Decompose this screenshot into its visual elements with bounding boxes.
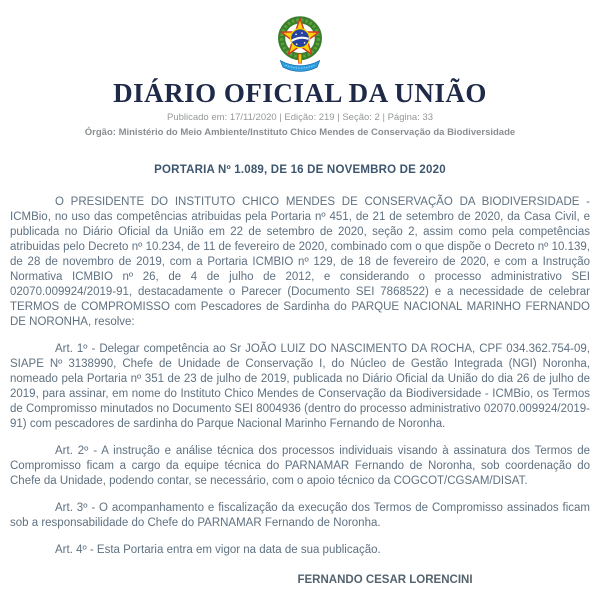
emblem-sword [298, 54, 301, 63]
signature-name: FERNANDO CESAR LORENCINI [297, 574, 473, 586]
preamble-paragraph: O PRESIDENTE DO INSTITUTO CHICO MENDES DE CONSERVAÇÃO DA BIODIVERSIDADE - ICMBio, no uso das competências atribuidas pela Portaria nº 451, de 21 de setembro de 2020, da Casa Civil, e publicada no Diário Oficial da União em 22 de setembro de 2020, seção 2, assim como pela competências atribuidas pelo Decreto nº 10.234, de 11 de fevereiro de 2020, combinado com o que dispõe o Decreto nº 10.139, de 28 de novembro de 2019, com a Portaria ICMBIO nº 129, de 18 de fevereiro de 2020, e com a Instrução Normativa ICMBIO nº 26, de 4 de julho de 2012, e considerando o processo administrativo SEI 02070.009924/2019-91, destacadamente o Parecer (Documento SEI 7868522) e a necessidade de celebrar TERMOS de COMPROMISSO com Pescadores de Sardinha do PARQUE NACIONAL MARINHO FERNANDO DE NORONHA, resolve: [10, 196, 590, 328]
article-1-paragraph: Art. 1º - Delegar competência ao Sr JOÃO LUIZ DO NASCIMENTO DA ROCHA, CPF 034.362.754-09, SIAPE Nº 3138990, Chefe de Unidade de Conservação I, do Núcleo de Gestão Integrada (NGI) Noronha, nomeado pela Portaria nº 351 de 23 de julho de 2019, publicada no Diário Oficial da União do dia 26 de julho de 2019, para assinar, em nome do Instituto Chico Mendes de Conservação da Biodiversidade - ICMBio, os Termos de Compromisso minutados no Documento SEI 8004936 (dentro do processo administrativo 02070.009924/2019-91) com pescadores de sardinha do Parque Nacional Marinho Fernando de Noronha. [10, 343, 590, 430]
brazil-coat-of-arms-icon [267, 12, 333, 75]
publication-meta: Publicado em: 17/11/2020 | Edição: 219 | Seção: 2 | Página: 33 [166, 112, 434, 123]
article-4-paragraph: Art. 4º - Esta Portaria entra em vigor na data de sua publicação. [55, 544, 381, 556]
emblem-globe [290, 29, 309, 48]
gazette-title: DIÁRIO OFICIAL DA UNIÃO [113, 78, 487, 108]
organ-line: Órgão: Ministério do Meio Ambiente/Instituto Chico Mendes de Conservação da Biodiversidade [84, 127, 516, 138]
article-2-paragraph: Art. 2º - A instrução e análise técnica dos processos individuais visando à assinatura dos Termos de Compromisso ficam a cargo da equipe técnica do PARNAMAR Fernando de Noronha, sob coordenação do Chefe da Unidade, podendo contar, se necessário, com o apoio técnico da COGCOT/CGSAM/DISAT. [10, 445, 590, 487]
ordinance-body [10, 195, 590, 558]
article-3-paragraph: Art. 3º - O acompanhamento e fiscalização da execução dos Termos de Compromisso assinados ficam sob a responsabilidade do Chefe do PARNAMAR Fernando de Noronha. [10, 502, 590, 529]
ordinance-title: PORTARIA Nº 1.089, DE 16 DE NOVEMBRO DE 2020 [154, 164, 446, 176]
